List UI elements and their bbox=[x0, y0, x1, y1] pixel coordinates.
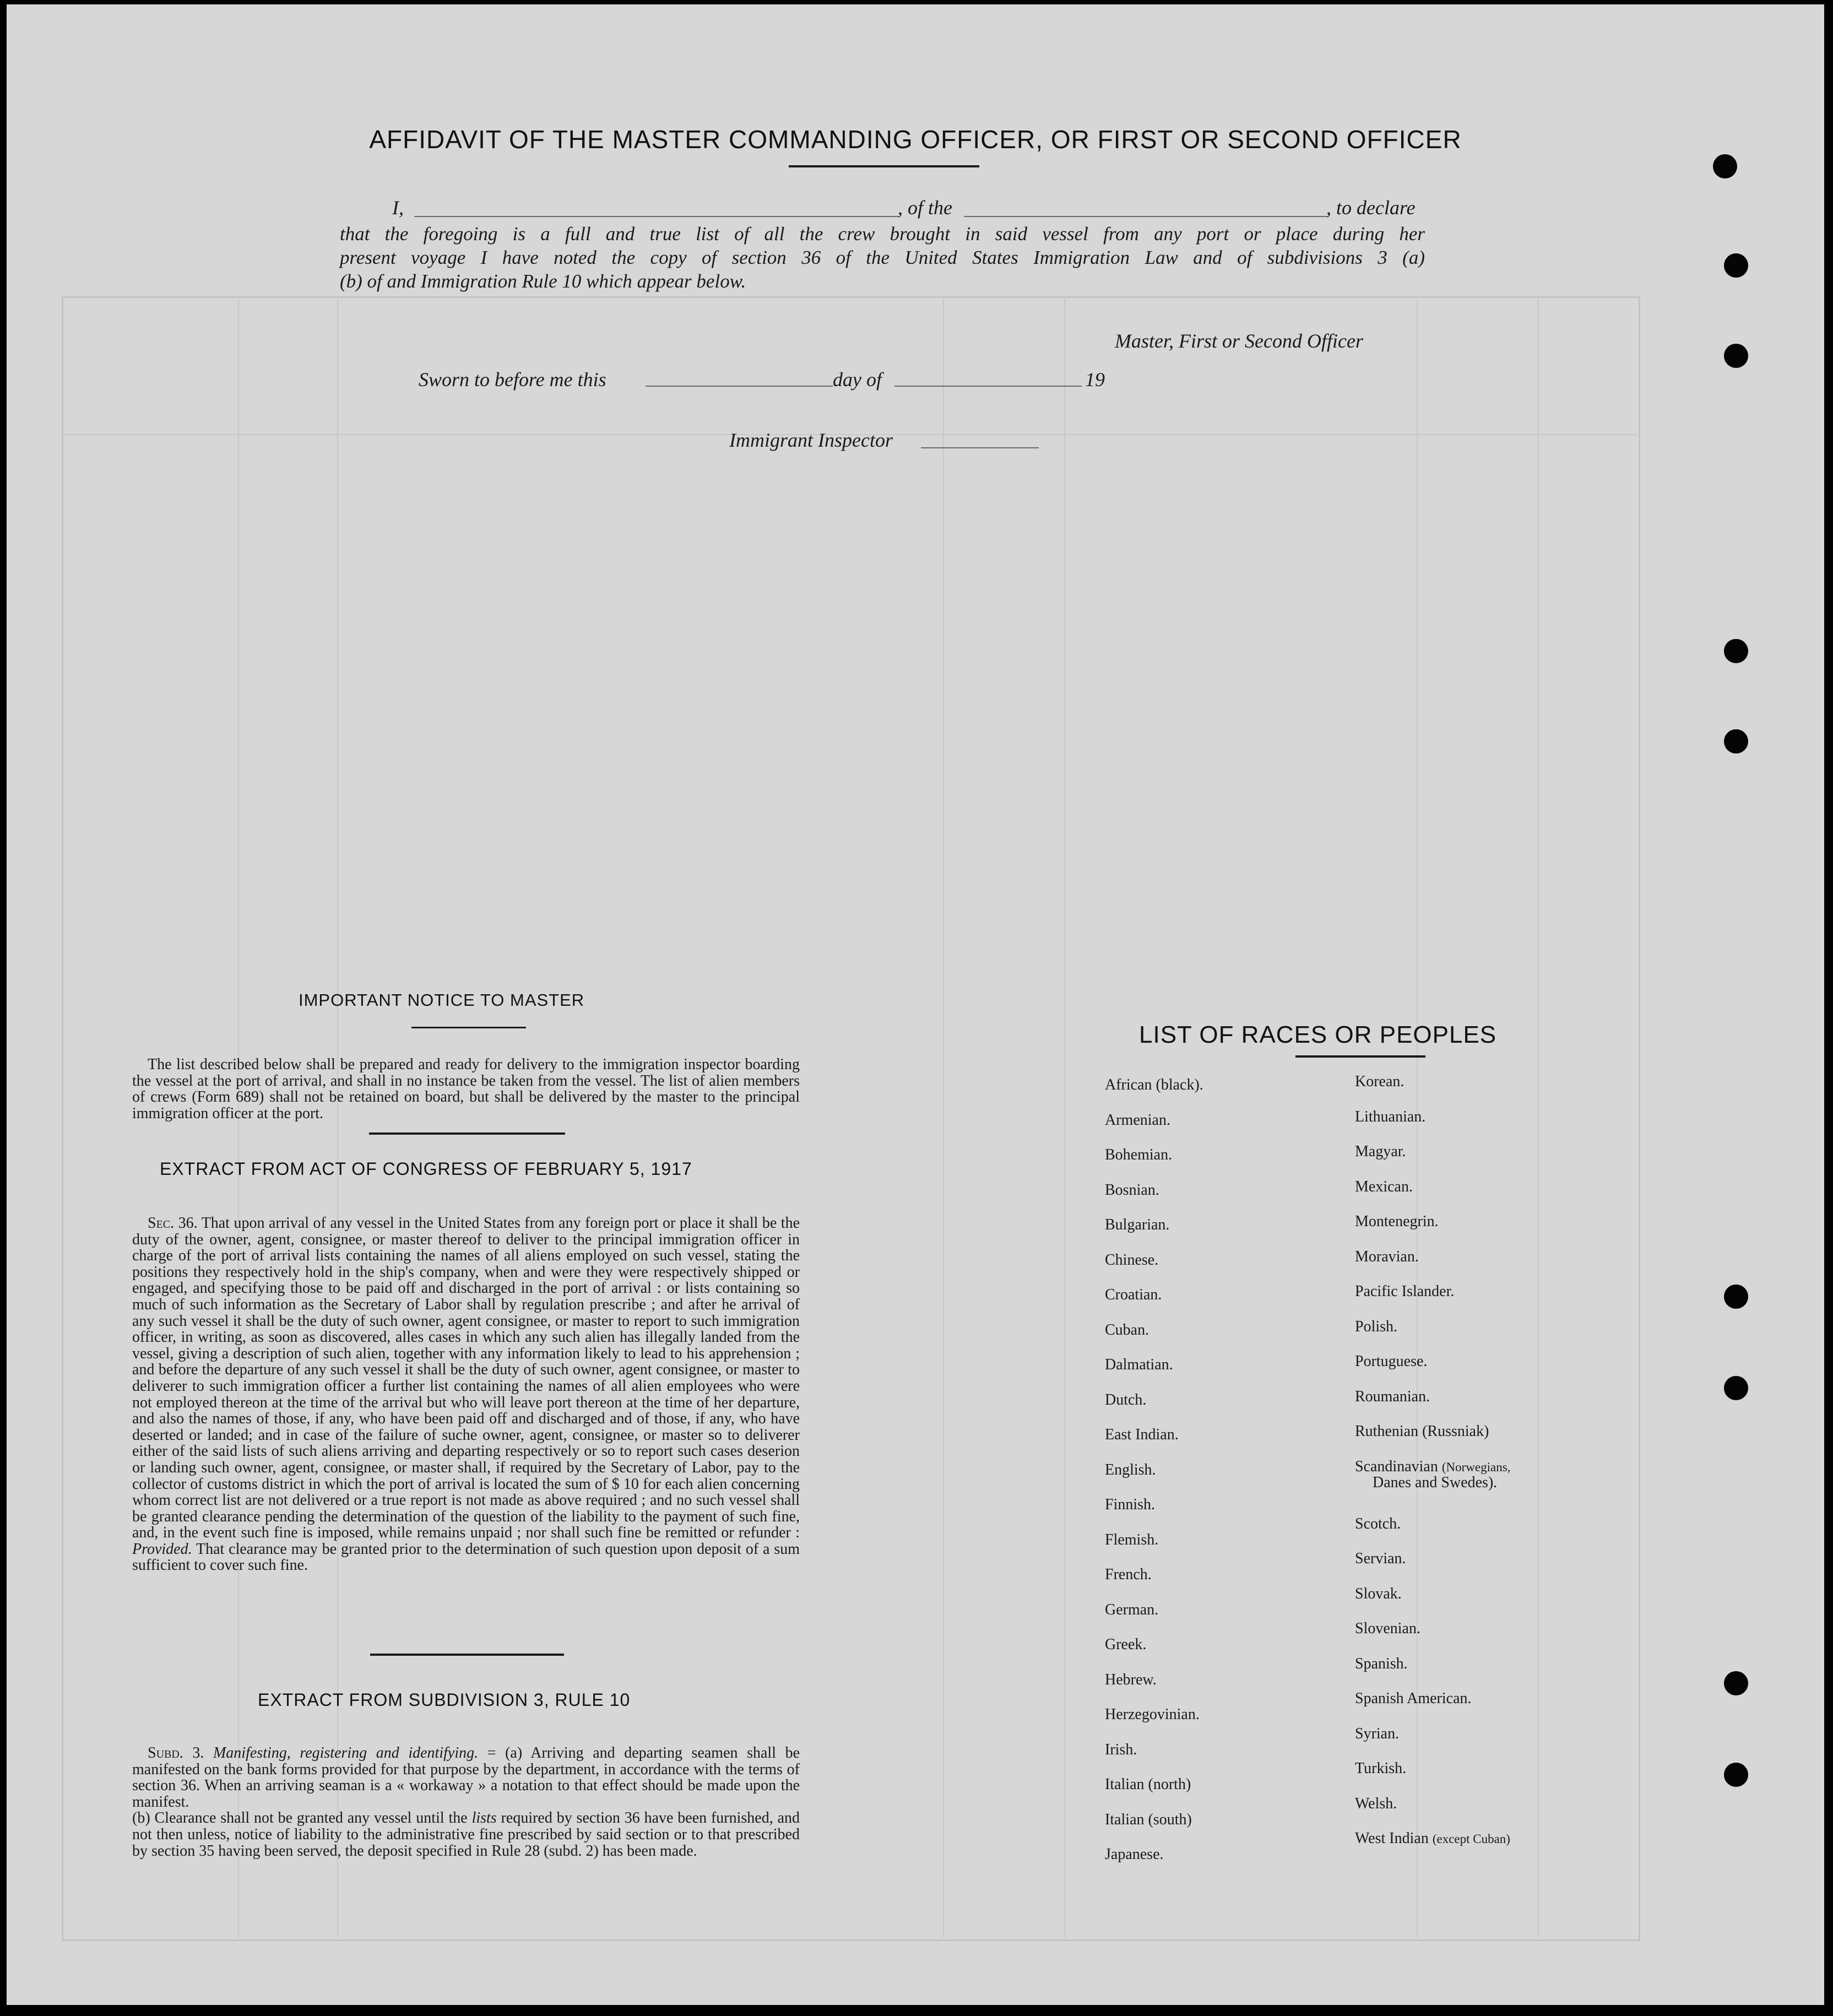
extract-act-title: EXTRACT FROM ACT OF CONGRESS OF FEBRUARY 5, 1917 bbox=[160, 1159, 692, 1179]
affidavit-to-declare-label: , to declare bbox=[1326, 197, 1416, 219]
punch-hole bbox=[1724, 1285, 1748, 1309]
race-item-west-indian bbox=[1355, 1831, 1510, 1866]
sec-label: Sec. 36. bbox=[148, 1215, 198, 1232]
section-divider bbox=[369, 1132, 565, 1135]
punch-hole bbox=[1724, 253, 1748, 278]
sworn-day-blank-line[interactable] bbox=[646, 386, 833, 387]
race-item: Chinese. bbox=[1105, 1251, 1159, 1269]
lists-word: lists bbox=[471, 1809, 497, 1827]
master-signature-label: Master, First or Second Officer bbox=[1115, 330, 1363, 352]
race-item: French. bbox=[1105, 1566, 1152, 1583]
declaration-line: (b) of and Immigration Rule 10 which appear below. bbox=[340, 270, 746, 292]
race-item: Finnish. bbox=[1105, 1496, 1156, 1513]
notice-text bbox=[132, 1056, 800, 1121]
race-item: Italian (south) bbox=[1105, 1811, 1192, 1828]
ghost-column-line bbox=[1064, 296, 1065, 1938]
punch-hole bbox=[1724, 1763, 1748, 1787]
race-item: German. bbox=[1105, 1601, 1159, 1618]
subd-text-a: = (a) Arriving and departing seamen shall be manifested on the bank forms provided for that purpose by the department, in accordance with the terms of section 36. When an arriving seaman is a « workaway » a notation to that effect should be made upon the manifest. bbox=[132, 1744, 800, 1811]
race-item: Irish. bbox=[1105, 1741, 1137, 1758]
race-item: Dutch. bbox=[1105, 1391, 1147, 1408]
race-west-indian-note: (except Cuban) bbox=[1432, 1832, 1510, 1846]
document-page bbox=[7, 4, 1824, 2005]
extract-rule-title: EXTRACT FROM SUBDIVISION 3, RULE 10 bbox=[258, 1690, 631, 1710]
notice-underline bbox=[411, 1027, 526, 1028]
extract-act-text bbox=[132, 1215, 800, 1574]
notice-paragraph: The list described below shall be prepared and ready for delivery to the immigration inspector boarding the vessel at the port of arrival, and shall in no instance be taken from the vessel. The list of alien members of crews (Form 689) shall not be retained on board, but shall be delivered by the master to the principal immigration officer at the port. bbox=[132, 1056, 800, 1122]
race-item: Scotch. bbox=[1355, 1515, 1401, 1532]
race-item: Bohemian. bbox=[1105, 1146, 1173, 1163]
fine-amount: $ 10 bbox=[611, 1475, 639, 1493]
declaration-line: present voyage I have noted the copy of section 36 of the United States Immigration Law and of subdivisions 3 (a) bbox=[340, 247, 1425, 268]
race-item: Bulgarian. bbox=[1105, 1216, 1170, 1233]
ghost-column-line bbox=[1538, 296, 1539, 1938]
race-item: Spanish. bbox=[1355, 1655, 1408, 1672]
sworn-label: Sworn to before me this bbox=[419, 368, 606, 391]
punch-hole bbox=[1713, 154, 1737, 178]
race-scandinavian-note-2: Danes and Swedes). bbox=[1373, 1473, 1498, 1491]
race-item: Mexican. bbox=[1355, 1178, 1413, 1195]
punch-hole bbox=[1724, 639, 1748, 663]
races-title: LIST OF RACES OR PEOPLES bbox=[1139, 1021, 1497, 1048]
inspector-blank-line[interactable] bbox=[921, 447, 1039, 448]
race-item: Hebrew. bbox=[1105, 1671, 1157, 1688]
races-column-1 bbox=[1105, 1077, 1203, 1882]
ghost-column-line bbox=[943, 296, 944, 1938]
race-scandinavian-note: (Norwegians, bbox=[1441, 1460, 1511, 1474]
subd-label: Subd. 3. bbox=[148, 1744, 204, 1762]
race-west-indian: West Indian bbox=[1355, 1830, 1429, 1847]
provided-word: Provided. bbox=[132, 1540, 192, 1558]
section-divider bbox=[370, 1654, 564, 1656]
race-item: Bosnian. bbox=[1105, 1181, 1159, 1199]
sworn-month-blank-line[interactable] bbox=[894, 386, 1082, 387]
year-label: 19 bbox=[1085, 368, 1105, 391]
race-item: Slovak. bbox=[1355, 1585, 1402, 1602]
race-item: Montenegrin. bbox=[1355, 1213, 1439, 1230]
subd-title: Manifesting, registering and identifying. bbox=[213, 1744, 479, 1762]
race-item: Servian. bbox=[1355, 1550, 1406, 1567]
race-item: Armenian. bbox=[1105, 1111, 1170, 1129]
section-36-paragraph bbox=[132, 1215, 800, 1574]
race-item: Magyar. bbox=[1355, 1143, 1406, 1160]
vessel-blank-line[interactable] bbox=[964, 216, 1327, 217]
race-item: Welsh. bbox=[1355, 1795, 1397, 1812]
race-item: Roumanian. bbox=[1355, 1388, 1430, 1405]
race-item: Japanese. bbox=[1105, 1846, 1164, 1863]
race-item: Lithuanian. bbox=[1355, 1108, 1426, 1125]
notice-title: IMPORTANT NOTICE TO MASTER bbox=[299, 990, 585, 1010]
section-36-text-b: for each alien concerning whom correct list are not delivered or a true report is not made as above required ; and no such vessel shall be granted clearance pending the determination of the question of the liability to the payment of such fine, and, in the event such fine is imposed, while remains unpaid ; nor shall such fine be remitted or refunder : bbox=[132, 1475, 800, 1542]
subdivision-3-paragraph bbox=[132, 1745, 800, 1810]
race-item: English. bbox=[1105, 1461, 1156, 1478]
race-item: African (black). bbox=[1105, 1076, 1203, 1093]
race-item-scandinavian bbox=[1355, 1459, 1510, 1516]
races-column-2 bbox=[1355, 1074, 1510, 1866]
subdivision-3b-paragraph bbox=[132, 1810, 800, 1859]
race-item: East Indian. bbox=[1105, 1426, 1179, 1443]
punch-hole bbox=[1724, 1671, 1748, 1695]
race-item: Polish. bbox=[1355, 1318, 1398, 1335]
race-item: Korean. bbox=[1355, 1073, 1404, 1090]
affidavit-title: AFFIDAVIT OF THE MASTER COMMANDING OFFICER, OR FIRST OR SECOND OFFICER bbox=[369, 125, 1462, 154]
inspector-label: Immigrant Inspector bbox=[729, 429, 893, 451]
race-item: Croatian. bbox=[1105, 1286, 1162, 1303]
subd-text-b-start: (b) Clearance shall not be granted any vessel until the bbox=[132, 1809, 468, 1827]
name-blank-line[interactable] bbox=[414, 216, 899, 217]
race-item: Portuguese. bbox=[1355, 1353, 1428, 1370]
race-item: Greek. bbox=[1105, 1636, 1147, 1653]
race-item: Italian (north) bbox=[1105, 1776, 1191, 1793]
title-underline bbox=[789, 165, 979, 167]
race-item: Spanish American. bbox=[1355, 1690, 1472, 1707]
affidavit-i-label: I, bbox=[392, 197, 404, 219]
race-item: Moravian. bbox=[1355, 1248, 1419, 1265]
race-scandinavian: Scandinavian bbox=[1355, 1457, 1438, 1475]
race-item: Pacific Islander. bbox=[1355, 1283, 1455, 1300]
section-36-text-a: That upon arrival of any vessel in the United States from any foreign port or place it shall be the duty of the owner, agent, consignee, or master thereof to deliver to the principal immigration officer in charge of the port of arrival lists containing the names of all aliens employed on such vessel, stating the positions they respectively hold in the ship's company, when and were they were respectively shipped or engaged, and specifying those to be paid off and discharged in the port of arrival : or lists containing so much of such information as the Secretary of Labor shall by regulation prescribe ; and after he arrival of any such vessel it shall be the duty of such owner, agent consignee, or master to report to such immigration officer, in writing, as soon as discovered, alles cases in which any such alien has illegally landed from the vessel, giving a description of such alien, together with any information likely to lead to his apprehension ; and before the departure of any such vessel it shall be the duty of such owner, agent consignee, or master to deliverer to such immigration officer a further list containing the names of all alien employees who were not employed thereon at the time of the arrival but who will leave port thereon at the time of her departure, and also the names of those, if any, who have been paid off and discharged and of those, if any, who have deserted or landed; and in case of the failure of suche owner, agent, consignee, or master so to deliverer either of the said lists of such aliens arriving and departing respectively or so to report such cases deserion or landing such owner, agent, consignee, or master shall, if required by the Secretary of Labor, pay to the collector of customs district in which the port of arrival is located the sum of bbox=[132, 1215, 800, 1493]
punch-hole bbox=[1724, 729, 1748, 754]
races-underline bbox=[1295, 1055, 1425, 1058]
race-item: Syrian. bbox=[1355, 1725, 1400, 1742]
day-of-label: day of bbox=[833, 368, 882, 391]
extract-rule-text bbox=[132, 1745, 800, 1859]
declaration-line: that the foregoing is a full and true list of all the crew brought in said vessel from any port or place during her bbox=[340, 223, 1425, 245]
affidavit-of-the-label: , of the bbox=[898, 197, 952, 219]
race-item: Turkish. bbox=[1355, 1760, 1407, 1777]
race-item: Ruthenian (Russniak) bbox=[1355, 1423, 1489, 1440]
punch-hole bbox=[1724, 1376, 1748, 1400]
race-item: Flemish. bbox=[1105, 1531, 1159, 1548]
punch-hole bbox=[1724, 344, 1748, 368]
race-item: Cuban. bbox=[1105, 1321, 1149, 1338]
race-item: Herzegovinian. bbox=[1105, 1706, 1200, 1723]
race-item: Slovenian. bbox=[1355, 1620, 1420, 1637]
section-36-text-c: That clearance may be granted prior to the determination of such question upon deposit of a sum sufficient to cover such fine. bbox=[132, 1540, 800, 1574]
subd-text-b-end: required by section 36 have been furnished, and not then unless, notice of liability to the administrative fine prescribed by said section or to that prescribed by section 35 having been served, the deposit specified in Rule 28 (subd. 2) has been made. bbox=[132, 1809, 800, 1860]
race-item: Dalmatian. bbox=[1105, 1356, 1173, 1373]
